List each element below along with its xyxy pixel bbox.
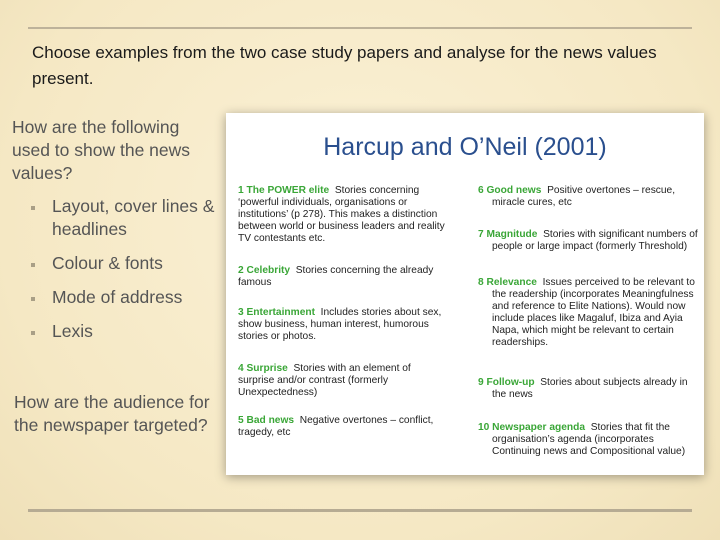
news-value-entry: 8 Relevance Issues perceived to be relevant to the readership (incorporates Meaningfulness and reference to Elite Nations). Would now include places like Magaluf, Ibiza and Ayia Napa, which might be relevant to certain readerships. bbox=[478, 277, 695, 348]
news-value-entry: 9 Follow-up Stories about subjects already in the news bbox=[478, 377, 688, 400]
bullet-list bbox=[12, 195, 222, 343]
news-value-entry: 2 Celebrity Stories concerning the already famous bbox=[238, 265, 434, 288]
slide-heading: Choose examples from the two case study papers and analyse for the news values present. bbox=[32, 43, 657, 88]
news-value-entry: 6 Good news Positive overtones – rescue, miracle cures, etc bbox=[478, 185, 676, 208]
news-value-entry: 10 Newspaper agenda Stories that fit the organisation’s agenda (incorporates Continuing news and Compositional value) bbox=[478, 422, 686, 457]
bottom-divider bbox=[28, 509, 692, 512]
bullet-item: Mode of address bbox=[12, 286, 222, 309]
news-value-entry: 4 Surprise Stories with an element of surprise and/or contrast (formerly Unexpectedness) bbox=[238, 363, 411, 398]
news-value-entry: 5 Bad news Negative overtones – conflict, tragedy, etc bbox=[238, 415, 434, 438]
bullet-item: Lexis bbox=[12, 320, 222, 343]
news-values-panel bbox=[226, 113, 704, 475]
bullet-icon bbox=[31, 206, 35, 210]
bullet-icon bbox=[31, 297, 35, 301]
news-value-entry: 7 Magnitude Stories with significant numbers of people or large impact (formerly Threshold) bbox=[478, 229, 698, 252]
news-value-entry: 1 The POWER elite Stories concerning ‘powerful individuals, organisations or institutions’ (p 278). This makes a distinction between world or business leaders and reality TV contestants etc. bbox=[238, 185, 445, 244]
question-audience: How are the audience for the newspaper targeted? bbox=[14, 392, 210, 435]
top-divider bbox=[28, 27, 692, 29]
bullet-icon bbox=[31, 263, 35, 267]
panel-title: Harcup and O’Neil (2001) bbox=[323, 133, 607, 161]
question-news-values: How are the following used to show the news values? bbox=[12, 117, 191, 183]
bullet-item: Layout, cover lines & headlines bbox=[12, 195, 222, 241]
left-column bbox=[12, 116, 222, 354]
bullet-item: Colour & fonts bbox=[12, 252, 222, 275]
news-value-entry: 3 Entertainment Includes stories about sex, show business, human interest, humorous stories or photos. bbox=[238, 307, 442, 342]
bullet-icon bbox=[31, 331, 35, 335]
